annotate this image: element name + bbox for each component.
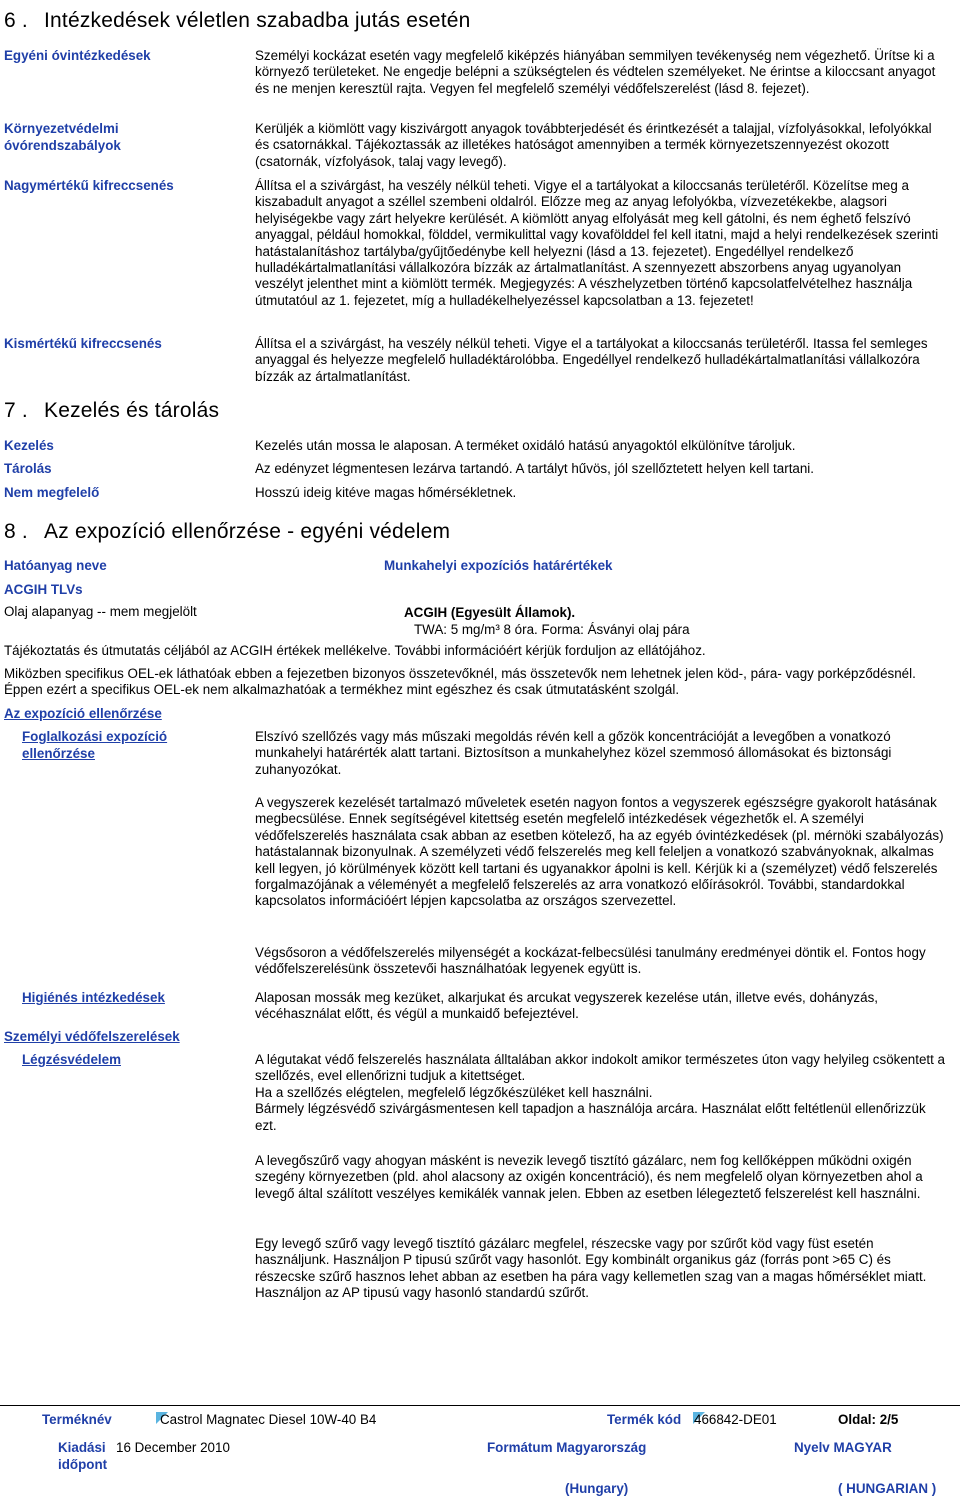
ingredient-name-header: Hatóanyag neve xyxy=(4,558,107,573)
handling-label: Kezelés xyxy=(4,438,54,453)
occupational-exposure-text-2: A vegyszerek kezelését tartalmazó műveletek esetén nagyon fontos a vegyszerek egészségre gyakorolt hatásának megbecsülése. Ennek segítségével kitettség esetén megfelelő intézkedések végezhetők el. A személyi védőfelszerelés használata csak abban az esetben kötelező, ha az egyéb óvintézkedések (pl. mérnöki szabályozás) hatástalannak bizonyulnak. A személyzeti védő felszerelés meg kell feleljen a vonatkozó szabványoknak, alkalmas kell legyen, jó körülmények között kell tartani és ugyanakkor ápolni is kell. Kérjük ki a (személyzet) védő felszerelés forgalmazójának a véleményét a megfelelő felszerelés az arra vonatkozó előírásokról. További, standardokkal kapcsolatos információért lépjen kapcsolatba az országos szervezettel. xyxy=(255,795,944,909)
language-label xyxy=(794,1440,892,1456)
env-precautions-text: Kerüljék a kiömlött vagy kiszivárgott anyagok továbbterjedését és érintkezését a talajjal, vízfolyásokkal, lefolyókkal és csatornákkal. Tájékoztassák az illetékes hatóságot amennyiben a termék környezetszennyezést okozott (csatornák, vízfolyások, talaj vagy levegő). xyxy=(255,121,932,169)
page-label: Oldal: xyxy=(838,1412,876,1427)
format-label-text: Formátum xyxy=(487,1440,553,1455)
exposure-control-label: Az expozíció ellenőrzése xyxy=(4,706,162,721)
product-name: Castrol Magnatec Diesel 10W-40 B4 xyxy=(160,1412,377,1427)
product-name-label: Terméknév xyxy=(42,1412,112,1427)
section-6-heading: Intézkedések véletlen szabadba jutás esetén xyxy=(44,9,471,32)
language-value: MAGYAR xyxy=(833,1440,892,1455)
ingredient-name: Olaj alapanyag -- mem megjelölt xyxy=(4,604,197,619)
page-number xyxy=(838,1412,898,1428)
occupational-exposure-text-1: Elszívó szellőzés vagy más műszaki megoldás révén kell a gőzök koncentrációját a levegőben a vonatkozó munkahelyi határérték alatt tartani. Biztosítson a munkahelyhez közel szemmosó állomásokat és biztonsági zuhanyozókat. xyxy=(255,729,892,777)
occupational-exposure-label-line1: Foglalkozási expozíció xyxy=(22,729,168,744)
format-label xyxy=(487,1440,646,1456)
issue-date-label-line1: Kiadási xyxy=(58,1440,106,1455)
respiratory-text-1b: Ha a szellőzés elégtelen, megfelelő légzőkészüléket kell használni. xyxy=(255,1084,653,1100)
issue-date: 16 December 2010 xyxy=(116,1440,230,1455)
issue-date-label-line2: időpont xyxy=(58,1457,108,1472)
personal-precautions-label: Egyéni óvintézkedések xyxy=(4,48,151,63)
format-value: Magyarország xyxy=(556,1440,647,1455)
format-value-en: (Hungary) xyxy=(565,1481,629,1496)
small-spill-label: Kismértékű kifreccsenés xyxy=(4,336,162,351)
occupational-exposure-label-line2: ellenőrzése xyxy=(22,746,95,761)
acgih-country: ACGIH (Egyesült Államok). xyxy=(404,605,576,620)
language-label-text: Nyelv xyxy=(794,1440,830,1455)
large-spill-text: Állítsa el a szivárgást, ha veszély nélkül teheti. Vigye el a tartályokat a kiloccsanás területéről. Közelítse meg a kiszabadult anyagot a széllel szembeni oldalról. Előzze meg az anyag lefolyókba, vízvezetékekbe, alagsori helyiségekbe vagy zárt helyekre kerülését. A kiömlött anyag elfolyását meg kell gátolni, és nem éghető felszívó anyaggal, például homokkal, földdel, vermikulittal vagy kovafölddel fel kell itatni, majd a helyi rendelkezések szerinti hatástalanításhoz tartályba/gyűjtőedénybe kell helyezni (lásd a 13. fejezetet). Engedéllyel rendelkező hulladékártalmatlanítási vállalkozóra bízzák az ártalmatlanítást. A szennyezett abszorbens anyag ugyanolyan veszélyt jelenthet mint a kiömlött termék. Megjegyzés: A vészhelyzetben történő kapcsolatfelvételhez használja útmutatóul az 1. fejezetet, míg a hulladékelhelyezéssel kapcsolatban a 13. fejezetet! xyxy=(255,178,939,308)
exposure-limits-header: Munkahelyi expozíciós határértékek xyxy=(384,558,613,573)
section-8-heading: Az expozíció ellenőrzése - egyéni védelem xyxy=(44,520,451,543)
info-line: Tájékoztatás és útmutatás céljából az ACGIH értékek mellékelve. További információért kérjük forduljon az ellátójához. xyxy=(4,643,706,658)
oel-note: Miközben specifikus OEL-ek láthatóak ebben a fejezetben bizonyos összetevőknél, más összetevők nem lehetnek jelen köd-, pára- vagy porképződésnél. Éppen ezért a specifikus OEL-ek nem alkalmazhatóak a termékhez mint egészhez és csak útmutatásként szolgál. xyxy=(4,666,916,698)
unsuitable-label: Nem megfelelő xyxy=(4,485,100,500)
handling-text: Kezelés után mossa le alaposan. A terméket oxidáló hatású anyagoktól elkülönítve tároljuk. xyxy=(255,438,796,453)
section-7-title xyxy=(4,398,219,424)
page-value: 2/5 xyxy=(879,1412,899,1427)
personal-precautions-text: Személyi kockázat esetén vagy megfelelő kiképzés hiányában semmilyen tevékenység nem végezhető. Ürítse ki a környező területeket. Ne engedje belépni a szükségtelen és védtelen személyeket. Ne érintse a kiloccsant anyagot és ne menjen keresztül rajta. Vegyen fel megfelelő személyi védőfelszerelést (lásd 8. fejezet). xyxy=(255,48,936,96)
language-value-en: ( HUNGARIAN ) xyxy=(838,1481,937,1496)
respiratory-text-1c: Bármely légzésvédő szivárgásmentesen kell tapadjon a használója arcára. Használat előtt feltétlenül ellenőrizzük ezt. xyxy=(255,1101,926,1133)
acgih-tlv-label: ACGIH TLVs xyxy=(4,582,83,597)
section-6-number: 6 . xyxy=(4,9,28,32)
section-7-number: 7 . xyxy=(4,399,28,422)
unsuitable-text: Hosszú ideig kitéve magas hőmérsékletnek. xyxy=(255,485,517,500)
hygiene-measures-label: Higiénés intézkedések xyxy=(22,990,165,1005)
storage-text: Az edényzet légmentesen lezárva tartandó. A tartályt hűvös, jól szellőztetett helyen kell tartani. xyxy=(255,461,814,476)
respiratory-text-1 xyxy=(255,1052,945,1134)
env-precautions-label-line2: óvórendszabályok xyxy=(4,138,121,153)
section-8-number: 8 . xyxy=(4,520,28,543)
respiratory-text-1a: A légutakat védő felszerelés használata álltalában akkor indokolt amikor természetes úton vagy helyileg csökentett a szellőzés, evel ellenőrizni tudjuk a kitettséget. xyxy=(255,1052,946,1084)
respiratory-protection-label: Légzésvédelem xyxy=(22,1052,121,1067)
section-7-heading: Kezelés és tárolás xyxy=(44,399,220,422)
product-code-label: Termék kód xyxy=(607,1412,682,1427)
hygiene-measures-text: Alaposan mossák meg kezüket, alkarjukat és arcukat vegyszerek kezelése után, illetve evés, dohányzás, vécéhasználat előtt, és végül a munkaidő befejeztével. xyxy=(255,990,878,1022)
large-spill-label: Nagymértékű kifreccsenés xyxy=(4,178,174,193)
section-6-title xyxy=(4,8,471,34)
respiratory-text-2: A levegőszűrő vagy ahogyan másként is nevezik levegő tisztító gázálarc, nem fog kellőképpen működni oxigén szegény környezetben (pld. ahol alacsony az oxigén koncentráció), és nem megfelelő olyan környezetben ahol a levegő által szálított veszélyes kemikálék vannak jelen. Ebben az esetben lélegeztető felszerelést kell használni. xyxy=(255,1153,923,1201)
respiratory-text-3: Egy levegő szűrő vagy levegő tisztító gázálarc megfelel, részecske vagy por szűrőt köd vagy füst esetén használjunk. Használjon P tipusú szűrőt vagy hasonlót. Egy kombinált organikus gáz (forrás pont >65 C) és részecske szűrő hasznos lehet abban az esetben ha pára vagy kellemetlen szag van a magas hőmérséklet miatt. Használjon az AP tipusú vagy hasonló standardú szűrőt. xyxy=(255,1236,927,1301)
occupational-exposure-text-3: Végsősoron a védőfelszerelés milyenségét a kockázat-felbecsülési tanulmány eredményei döntik el. Fontos hogy védőfelszerelésünk összetevői használhatóak legyenek együtt is. xyxy=(255,945,926,977)
small-spill-text: Állítsa el a szivárgást, ha veszély nélkül teheti. Vigye el a tartályokat a kiloccsanás területéről. Itassa fel semleges anyaggal és helyezze megfelelő hulladéktárolóbba. Engedéllyel rendelkező hulladékártalmatlanítási vállalkozóra bízzák az ártalmatlanítást. xyxy=(255,336,928,384)
storage-label: Tárolás xyxy=(4,461,52,476)
footer-divider xyxy=(0,1405,960,1406)
product-code: 466842-DE01 xyxy=(694,1412,777,1427)
ppe-label: Személyi védőfelszerelések xyxy=(4,1029,180,1044)
section-8-title xyxy=(4,519,450,545)
twa-value: TWA: 5 mg/m³ 8 óra. Forma: Ásványi olaj pára xyxy=(414,622,690,637)
env-precautions-label-line1: Környezetvédelmi xyxy=(4,121,119,136)
